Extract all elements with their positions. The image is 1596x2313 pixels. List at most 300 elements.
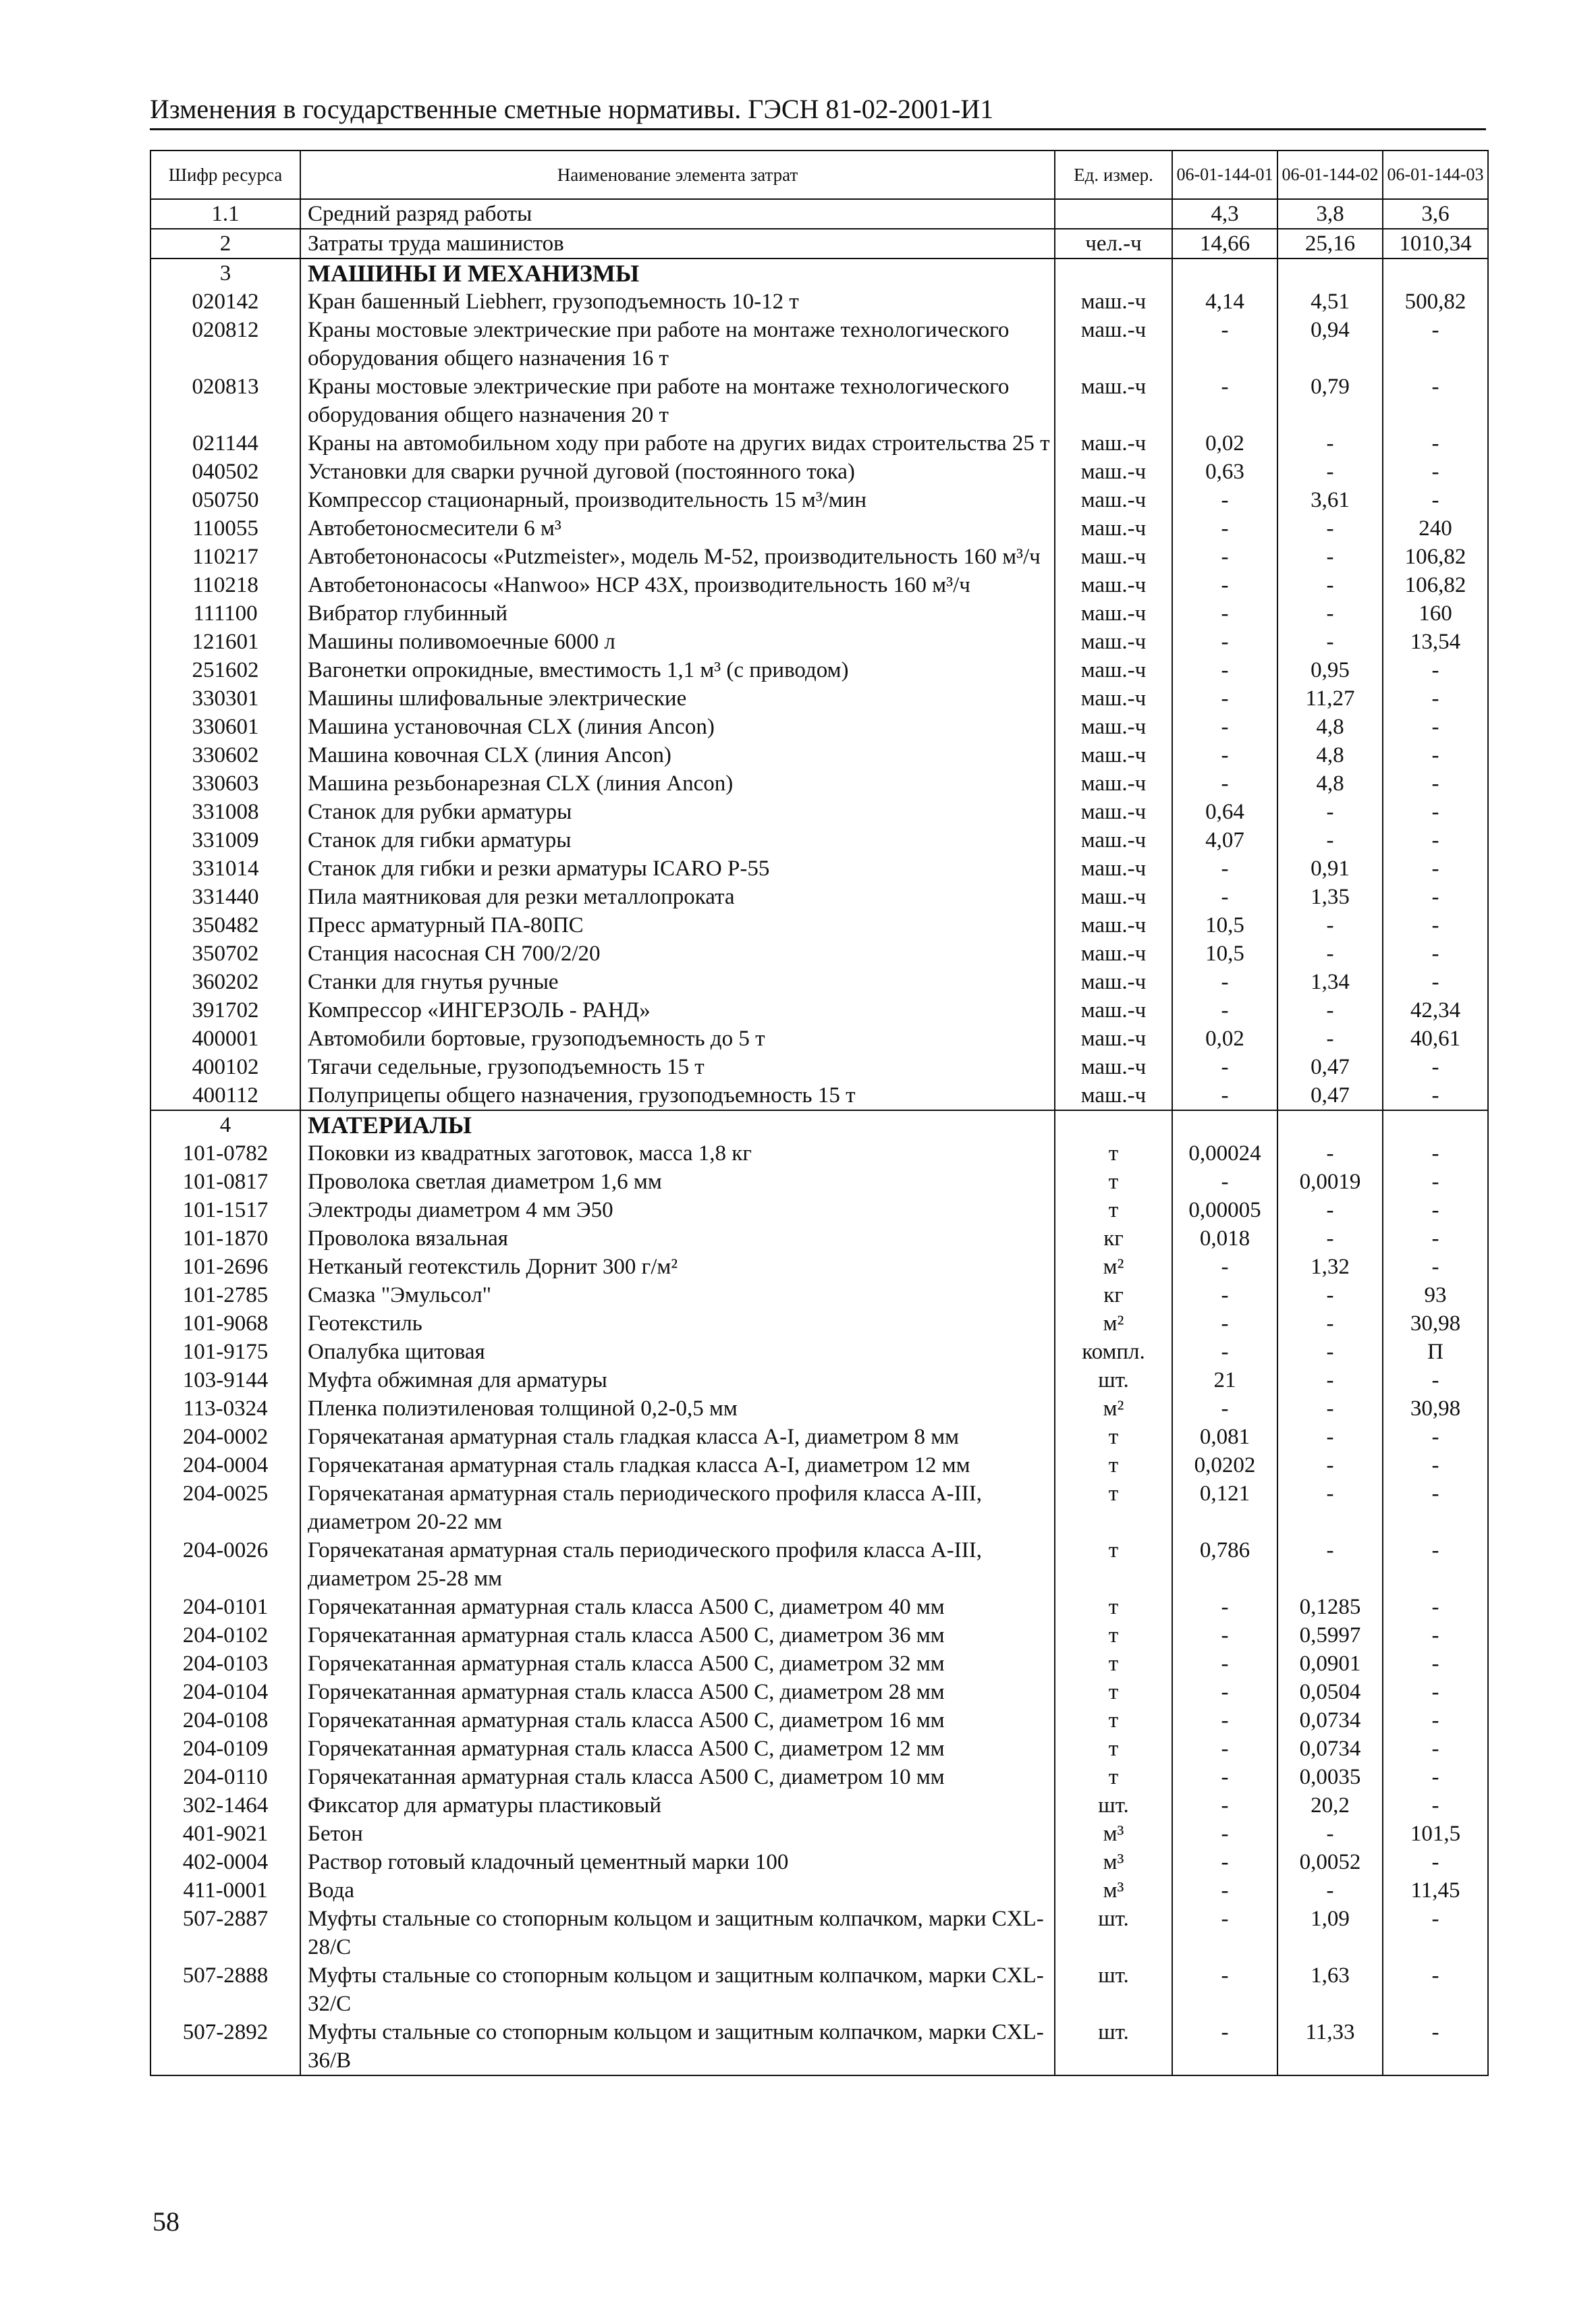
cell-norm-2: - [1277, 1820, 1383, 1848]
cell-norm-3: - [1383, 968, 1488, 996]
cell-code: 020142 [150, 288, 300, 316]
cell-unit: маш.-ч [1055, 656, 1172, 684]
cell-norm-3: - [1383, 1536, 1488, 1593]
cell-norm-1: 0,081 [1172, 1423, 1277, 1451]
table-row [150, 1366, 1488, 1394]
cell-norm-3: - [1383, 1479, 1488, 1536]
table-row [150, 1593, 1488, 1621]
table-row [150, 1253, 1488, 1281]
table-row [150, 429, 1488, 458]
cell-name: Муфты стальные со стопорным кольцом и защитным колпачком, марки CXL-36/B [300, 2018, 1055, 2075]
cell-code: 204-0026 [150, 1536, 300, 1593]
cell-norm-3: - [1383, 1139, 1488, 1168]
cell-name: Пила маятниковая для резки металлопроката [300, 883, 1055, 911]
cell-norm-1: - [1172, 1706, 1277, 1735]
cell-name: Кран башенный Liebherr, грузоподъемность 10-12 т [300, 288, 1055, 316]
cell-norm-3: - [1383, 1451, 1488, 1479]
cell-name: Горячекатанная арматурная сталь класса А500 С, диаметром 12 мм [300, 1735, 1055, 1763]
cell-norm-1 [1172, 1110, 1277, 1139]
cell-name: Поковки из квадратных заготовок, масса 1,8 кг [300, 1139, 1055, 1168]
cell-norm-3: - [1383, 1905, 1488, 1961]
cell-name: Установки для сварки ручной дуговой (постоянного тока) [300, 458, 1055, 486]
cell-norm-1: - [1172, 373, 1277, 429]
cell-norm-1: - [1172, 1338, 1277, 1366]
cell-norm-1: - [1172, 599, 1277, 628]
cell-norm-3: - [1383, 1253, 1488, 1281]
cell-norm-3: - [1383, 373, 1488, 429]
cell-norm-1: 4,14 [1172, 288, 1277, 316]
cell-unit: маш.-ч [1055, 543, 1172, 571]
cell-unit: маш.-ч [1055, 854, 1172, 883]
table-row [150, 486, 1488, 514]
cell-code: 204-0102 [150, 1621, 300, 1650]
cell-name: Муфта обжимная для арматуры [300, 1366, 1055, 1394]
cell-norm-1: - [1172, 1678, 1277, 1706]
cell-name: Компрессор стационарный, производительность 15 м³/мин [300, 486, 1055, 514]
cell-code: 204-0101 [150, 1593, 300, 1621]
cell-norm-1: - [1172, 1848, 1277, 1876]
cell-name: Краны мостовые электрические при работе на монтаже технологического оборудования общего назначения 20 т [300, 373, 1055, 429]
table-row [150, 713, 1488, 741]
cell-norm-1: 10,5 [1172, 940, 1277, 968]
cell-name: Автобетононасосы «Putzmeister», модель М-52, производительность 160 м³/ч [300, 543, 1055, 571]
cell-unit: т [1055, 1706, 1172, 1735]
table-row [150, 1961, 1488, 2018]
cell-name: Машина резьбонарезная CLX (линия Ancon) [300, 769, 1055, 798]
cell-unit: шт. [1055, 1961, 1172, 2018]
cell-code: 101-1870 [150, 1224, 300, 1253]
cell-code: 110055 [150, 514, 300, 543]
cell-norm-3: 93 [1383, 1281, 1488, 1309]
table-row [150, 543, 1488, 571]
cell-code: 101-2785 [150, 1281, 300, 1309]
cell-norm-3: - [1383, 1706, 1488, 1735]
cell-unit: маш.-ч [1055, 571, 1172, 599]
cell-unit: кг [1055, 1224, 1172, 1253]
cell-norm-1: - [1172, 316, 1277, 373]
cell-norm-2: 4,51 [1277, 288, 1383, 316]
cell-name: Горячекатаная арматурная сталь гладкая класса А-I, диаметром 12 мм [300, 1451, 1055, 1479]
cell-norm-3: - [1383, 316, 1488, 373]
cell-norm-3: - [1383, 1053, 1488, 1081]
cell-norm-2: - [1277, 826, 1383, 854]
table-row [150, 571, 1488, 599]
cell-norm-2: 0,47 [1277, 1081, 1383, 1110]
cell-norm-2: - [1277, 1366, 1383, 1394]
cell-norm-1: 0,0202 [1172, 1451, 1277, 1479]
cell-code: 4 [150, 1110, 300, 1139]
cell-name: Средний разряд работы [300, 199, 1055, 229]
col-header-norm-1: 06-01-144-01 [1172, 151, 1277, 199]
cell-norm-1: 14,66 [1172, 229, 1277, 258]
cell-unit: маш.-ч [1055, 826, 1172, 854]
cell-unit: маш.-ч [1055, 288, 1172, 316]
cell-norm-1 [1172, 258, 1277, 288]
cell-name: Вагонетки опрокидные, вместимость 1,1 м³ (с приводом) [300, 656, 1055, 684]
cell-norm-3: - [1383, 1848, 1488, 1876]
cell-unit: чел.-ч [1055, 229, 1172, 258]
cell-norm-3: - [1383, 826, 1488, 854]
cell-unit: маш.-ч [1055, 713, 1172, 741]
cell-norm-1: - [1172, 656, 1277, 684]
cell-norm-2: 4,8 [1277, 769, 1383, 798]
cell-code: 330602 [150, 741, 300, 769]
cell-name: Смазка "Эмульсол" [300, 1281, 1055, 1309]
cell-norm-1: - [1172, 1791, 1277, 1820]
cell-norm-2: 0,1285 [1277, 1593, 1383, 1621]
cell-code: 507-2887 [150, 1905, 300, 1961]
cell-unit: т [1055, 1593, 1172, 1621]
cell-unit: т [1055, 1621, 1172, 1650]
cell-norm-1: - [1172, 769, 1277, 798]
cell-norm-1: - [1172, 854, 1277, 883]
cell-code: 101-2696 [150, 1253, 300, 1281]
cell-norm-1: 0,786 [1172, 1536, 1277, 1593]
table-row [150, 911, 1488, 940]
cell-code: 204-0103 [150, 1650, 300, 1678]
cell-name: Пресс арматурный ПА-80ПС [300, 911, 1055, 940]
cell-norm-3: - [1383, 1735, 1488, 1763]
table-row [150, 883, 1488, 911]
cell-name: Горячекатанная арматурная сталь класса А500 С, диаметром 32 мм [300, 1650, 1055, 1678]
cell-norm-2: - [1277, 1139, 1383, 1168]
cell-code: 1.1 [150, 199, 300, 229]
cell-norm-3: - [1383, 1650, 1488, 1678]
cell-norm-1: - [1172, 1905, 1277, 1961]
table-section-row [150, 258, 1488, 288]
table-row [150, 1791, 1488, 1820]
cell-unit: т [1055, 1678, 1172, 1706]
cell-unit: т [1055, 1650, 1172, 1678]
cell-unit: шт. [1055, 1905, 1172, 1961]
col-header-norm-3: 06-01-144-03 [1383, 151, 1488, 199]
cell-norm-3: - [1383, 656, 1488, 684]
cell-unit: маш.-ч [1055, 1025, 1172, 1053]
cell-norm-2: - [1277, 458, 1383, 486]
table-row [150, 2018, 1488, 2075]
cell-norm-1: - [1172, 713, 1277, 741]
table-row [150, 1139, 1488, 1168]
cell-code: 330601 [150, 713, 300, 741]
cell-norm-2: - [1277, 543, 1383, 571]
cell-norm-2: - [1277, 798, 1383, 826]
cell-unit: шт. [1055, 1366, 1172, 1394]
cell-unit: маш.-ч [1055, 514, 1172, 543]
cell-norm-1: 21 [1172, 1366, 1277, 1394]
cell-code: 050750 [150, 486, 300, 514]
cell-norm-3: - [1383, 429, 1488, 458]
cell-name: Раствор готовый кладочный цементный марки 100 [300, 1848, 1055, 1876]
cell-unit: маш.-ч [1055, 968, 1172, 996]
table-row [150, 1706, 1488, 1735]
table-row [150, 1196, 1488, 1224]
cell-code: 204-0110 [150, 1763, 300, 1791]
cell-norm-3: 11,45 [1383, 1876, 1488, 1905]
cell-code: 111100 [150, 599, 300, 628]
cell-name: Геотекстиль [300, 1309, 1055, 1338]
cell-unit: м² [1055, 1309, 1172, 1338]
cell-code: 507-2892 [150, 2018, 300, 2075]
cell-norm-1: 10,5 [1172, 911, 1277, 940]
cell-name: Станки для гнутья ручные [300, 968, 1055, 996]
cell-norm-1: - [1172, 571, 1277, 599]
cell-name: Электроды диаметром 4 мм Э50 [300, 1196, 1055, 1224]
cell-name: Тягачи седельные, грузоподъемность 15 т [300, 1053, 1055, 1081]
cell-code: 350702 [150, 940, 300, 968]
table-row [150, 940, 1488, 968]
resource-table-container [150, 150, 1487, 2076]
cell-unit: м³ [1055, 1820, 1172, 1848]
cell-code: 507-2888 [150, 1961, 300, 2018]
cell-norm-2: - [1277, 940, 1383, 968]
cell-name: Муфты стальные со стопорным кольцом и защитным колпачком, марки CXL-28/С [300, 1905, 1055, 1961]
cell-unit: маш.-ч [1055, 684, 1172, 713]
cell-name: Бетон [300, 1820, 1055, 1848]
cell-code: 330603 [150, 769, 300, 798]
cell-code: 204-0004 [150, 1451, 300, 1479]
cell-name: Краны мостовые электрические при работе на монтаже технологического оборудования общего назначения 16 т [300, 316, 1055, 373]
cell-norm-2 [1277, 258, 1383, 288]
cell-unit [1055, 1110, 1172, 1139]
table-row [150, 1905, 1488, 1961]
cell-norm-3: - [1383, 458, 1488, 486]
cell-name: Горячекатанная арматурная сталь класса А500 С, диаметром 28 мм [300, 1678, 1055, 1706]
table-row [150, 1678, 1488, 1706]
cell-norm-1: - [1172, 1593, 1277, 1621]
cell-norm-2: - [1277, 1423, 1383, 1451]
cell-unit: м³ [1055, 1876, 1172, 1905]
cell-norm-1: - [1172, 1876, 1277, 1905]
cell-norm-2: - [1277, 1479, 1383, 1536]
cell-norm-1: - [1172, 1309, 1277, 1338]
cell-code: 350482 [150, 911, 300, 940]
cell-norm-3: П [1383, 1338, 1488, 1366]
cell-norm-2: - [1277, 911, 1383, 940]
cell-norm-2: 0,5997 [1277, 1621, 1383, 1650]
cell-name: Опалубка щитовая [300, 1338, 1055, 1366]
cell-norm-1: - [1172, 1168, 1277, 1196]
cell-code: 204-0002 [150, 1423, 300, 1451]
cell-norm-2: 4,8 [1277, 741, 1383, 769]
cell-norm-2: 20,2 [1277, 1791, 1383, 1820]
cell-norm-3: - [1383, 911, 1488, 940]
cell-norm-1: 4,3 [1172, 199, 1277, 229]
page-header-title: Изменения в государственные сметные нормативы. ГЭСН 81-02-2001-И1 [150, 94, 994, 124]
cell-norm-3: 500,82 [1383, 288, 1488, 316]
cell-name: Горячекатаная арматурная сталь периодического профиля класса А-III, диаметром 25-28 мм [300, 1536, 1055, 1593]
cell-code: 204-0108 [150, 1706, 300, 1735]
cell-name: Машина ковочная CLX (линия Ancon) [300, 741, 1055, 769]
cell-unit [1055, 258, 1172, 288]
cell-code: 020812 [150, 316, 300, 373]
cell-norm-2: 0,94 [1277, 316, 1383, 373]
col-header-name: Наименование элемента затрат [300, 151, 1055, 199]
table-row [150, 288, 1488, 316]
cell-name: Краны на автомобильном ходу при работе на других видах строительства 25 т [300, 429, 1055, 458]
cell-norm-2: 1,09 [1277, 1905, 1383, 1961]
cell-norm-1: 0,018 [1172, 1224, 1277, 1253]
cell-norm-2: - [1277, 429, 1383, 458]
cell-code: 400102 [150, 1053, 300, 1081]
cell-norm-3: - [1383, 1593, 1488, 1621]
cell-norm-1: - [1172, 1081, 1277, 1110]
cell-name: Автомобили бортовые, грузоподъемность до 5 т [300, 1025, 1055, 1053]
cell-norm-2: - [1277, 1876, 1383, 1905]
cell-norm-2: - [1277, 1196, 1383, 1224]
cell-norm-2: 0,0035 [1277, 1763, 1383, 1791]
cell-norm-2: 0,91 [1277, 854, 1383, 883]
table-row [150, 1309, 1488, 1338]
cell-code: 101-1517 [150, 1196, 300, 1224]
cell-norm-3: - [1383, 1224, 1488, 1253]
cell-norm-2: 0,0052 [1277, 1848, 1383, 1876]
cell-name: МАТЕРИАЛЫ [300, 1110, 1055, 1139]
header-divider [150, 128, 1486, 130]
table-row [150, 316, 1488, 373]
cell-code: 400001 [150, 1025, 300, 1053]
table-row [150, 968, 1488, 996]
cell-norm-3: 40,61 [1383, 1025, 1488, 1053]
cell-name: Машина установочная CLX (линия Ancon) [300, 713, 1055, 741]
cell-name: Горячекатаная арматурная сталь гладкая класса А-I, диаметром 8 мм [300, 1423, 1055, 1451]
cell-code: 110218 [150, 571, 300, 599]
cell-norm-3: - [1383, 1621, 1488, 1650]
cell-norm-2: 3,61 [1277, 486, 1383, 514]
cell-norm-2: - [1277, 1536, 1383, 1593]
cell-norm-1: - [1172, 741, 1277, 769]
cell-code: 121601 [150, 628, 300, 656]
cell-norm-1: - [1172, 1650, 1277, 1678]
cell-code: 101-0782 [150, 1139, 300, 1168]
col-header-code: Шифр ресурса [150, 151, 300, 199]
cell-unit: шт. [1055, 2018, 1172, 2075]
cell-unit: т [1055, 1735, 1172, 1763]
cell-norm-2: 0,0019 [1277, 1168, 1383, 1196]
cell-unit: маш.-ч [1055, 458, 1172, 486]
cell-norm-2: - [1277, 1309, 1383, 1338]
cell-code: 331014 [150, 854, 300, 883]
table-row [150, 798, 1488, 826]
cell-unit: маш.-ч [1055, 741, 1172, 769]
cell-code: 302-1464 [150, 1791, 300, 1820]
table-row [150, 1053, 1488, 1081]
cell-unit: маш.-ч [1055, 429, 1172, 458]
cell-norm-3: 30,98 [1383, 1394, 1488, 1423]
cell-norm-2: 0,79 [1277, 373, 1383, 429]
cell-unit: маш.-ч [1055, 798, 1172, 826]
cell-norm-1: - [1172, 1820, 1277, 1848]
cell-norm-1: 4,07 [1172, 826, 1277, 854]
cell-norm-1: - [1172, 486, 1277, 514]
table-row [150, 373, 1488, 429]
cell-name: Горячекатанная арматурная сталь класса А500 С, диаметром 40 мм [300, 1593, 1055, 1621]
cell-code: 113-0324 [150, 1394, 300, 1423]
cell-norm-1: - [1172, 1735, 1277, 1763]
col-header-norm-2: 06-01-144-02 [1277, 151, 1383, 199]
table-row [150, 1621, 1488, 1650]
cell-code: 101-9068 [150, 1309, 300, 1338]
cell-norm-3: 1010,34 [1383, 229, 1488, 258]
cell-norm-3: - [1383, 1791, 1488, 1820]
table-row [150, 656, 1488, 684]
cell-norm-1: 0,00005 [1172, 1196, 1277, 1224]
cell-name: Горячекатанная арматурная сталь класса А500 С, диаметром 16 мм [300, 1706, 1055, 1735]
cell-name: Станок для гибки арматуры [300, 826, 1055, 854]
table-row [150, 769, 1488, 798]
cell-unit: маш.-ч [1055, 996, 1172, 1025]
cell-norm-3: - [1383, 713, 1488, 741]
cell-unit: маш.-ч [1055, 769, 1172, 798]
cell-norm-3: - [1383, 486, 1488, 514]
table-row [150, 1281, 1488, 1309]
table-row [150, 229, 1488, 258]
cell-norm-1: - [1172, 1621, 1277, 1650]
cell-norm-1: 0,63 [1172, 458, 1277, 486]
cell-norm-1: - [1172, 1053, 1277, 1081]
cell-code: 411-0001 [150, 1876, 300, 1905]
cell-code: 331009 [150, 826, 300, 854]
cell-name: Станция насосная СН 700/2/20 [300, 940, 1055, 968]
table-row [150, 826, 1488, 854]
cell-norm-2: 1,32 [1277, 1253, 1383, 1281]
table-row [150, 1848, 1488, 1876]
cell-name: Станок для гибки и резки арматуры ICARO P-55 [300, 854, 1055, 883]
cell-code: 391702 [150, 996, 300, 1025]
cell-name: Вибратор глубинный [300, 599, 1055, 628]
table-row [150, 1025, 1488, 1053]
cell-norm-3 [1383, 1110, 1488, 1139]
table-row [150, 628, 1488, 656]
table-row [150, 199, 1488, 229]
cell-norm-3: 42,34 [1383, 996, 1488, 1025]
cell-unit: маш.-ч [1055, 373, 1172, 429]
cell-norm-2: - [1277, 571, 1383, 599]
cell-name: МАШИНЫ И МЕХАНИЗМЫ [300, 258, 1055, 288]
cell-norm-3: 13,54 [1383, 628, 1488, 656]
cell-norm-2: 1,34 [1277, 968, 1383, 996]
cell-norm-3: - [1383, 1763, 1488, 1791]
table-row [150, 1735, 1488, 1763]
cell-norm-1: - [1172, 1253, 1277, 1281]
cell-norm-2: - [1277, 1394, 1383, 1423]
cell-norm-3: - [1383, 883, 1488, 911]
cell-name: Пленка полиэтиленовая толщиной 0,2-0,5 мм [300, 1394, 1055, 1423]
table-row [150, 1763, 1488, 1791]
cell-name: Машины поливомоечные 6000 л [300, 628, 1055, 656]
cell-norm-1: - [1172, 996, 1277, 1025]
table-row [150, 1423, 1488, 1451]
cell-norm-2: - [1277, 1338, 1383, 1366]
table-row [150, 1536, 1488, 1593]
cell-code: 360202 [150, 968, 300, 996]
cell-norm-1: 0,00024 [1172, 1139, 1277, 1168]
cell-norm-2: 11,27 [1277, 684, 1383, 713]
cell-norm-1: - [1172, 543, 1277, 571]
cell-norm-2: - [1277, 1451, 1383, 1479]
cell-code: 204-0104 [150, 1678, 300, 1706]
cell-norm-3 [1383, 258, 1488, 288]
cell-norm-2: 0,0734 [1277, 1735, 1383, 1763]
cell-unit: маш.-ч [1055, 883, 1172, 911]
cell-norm-2: - [1277, 514, 1383, 543]
cell-unit: т [1055, 1196, 1172, 1224]
table-body [150, 199, 1488, 2075]
table-row [150, 684, 1488, 713]
cell-unit: компл. [1055, 1338, 1172, 1366]
cell-unit: маш.-ч [1055, 599, 1172, 628]
cell-code: 3 [150, 258, 300, 288]
cell-unit [1055, 199, 1172, 229]
